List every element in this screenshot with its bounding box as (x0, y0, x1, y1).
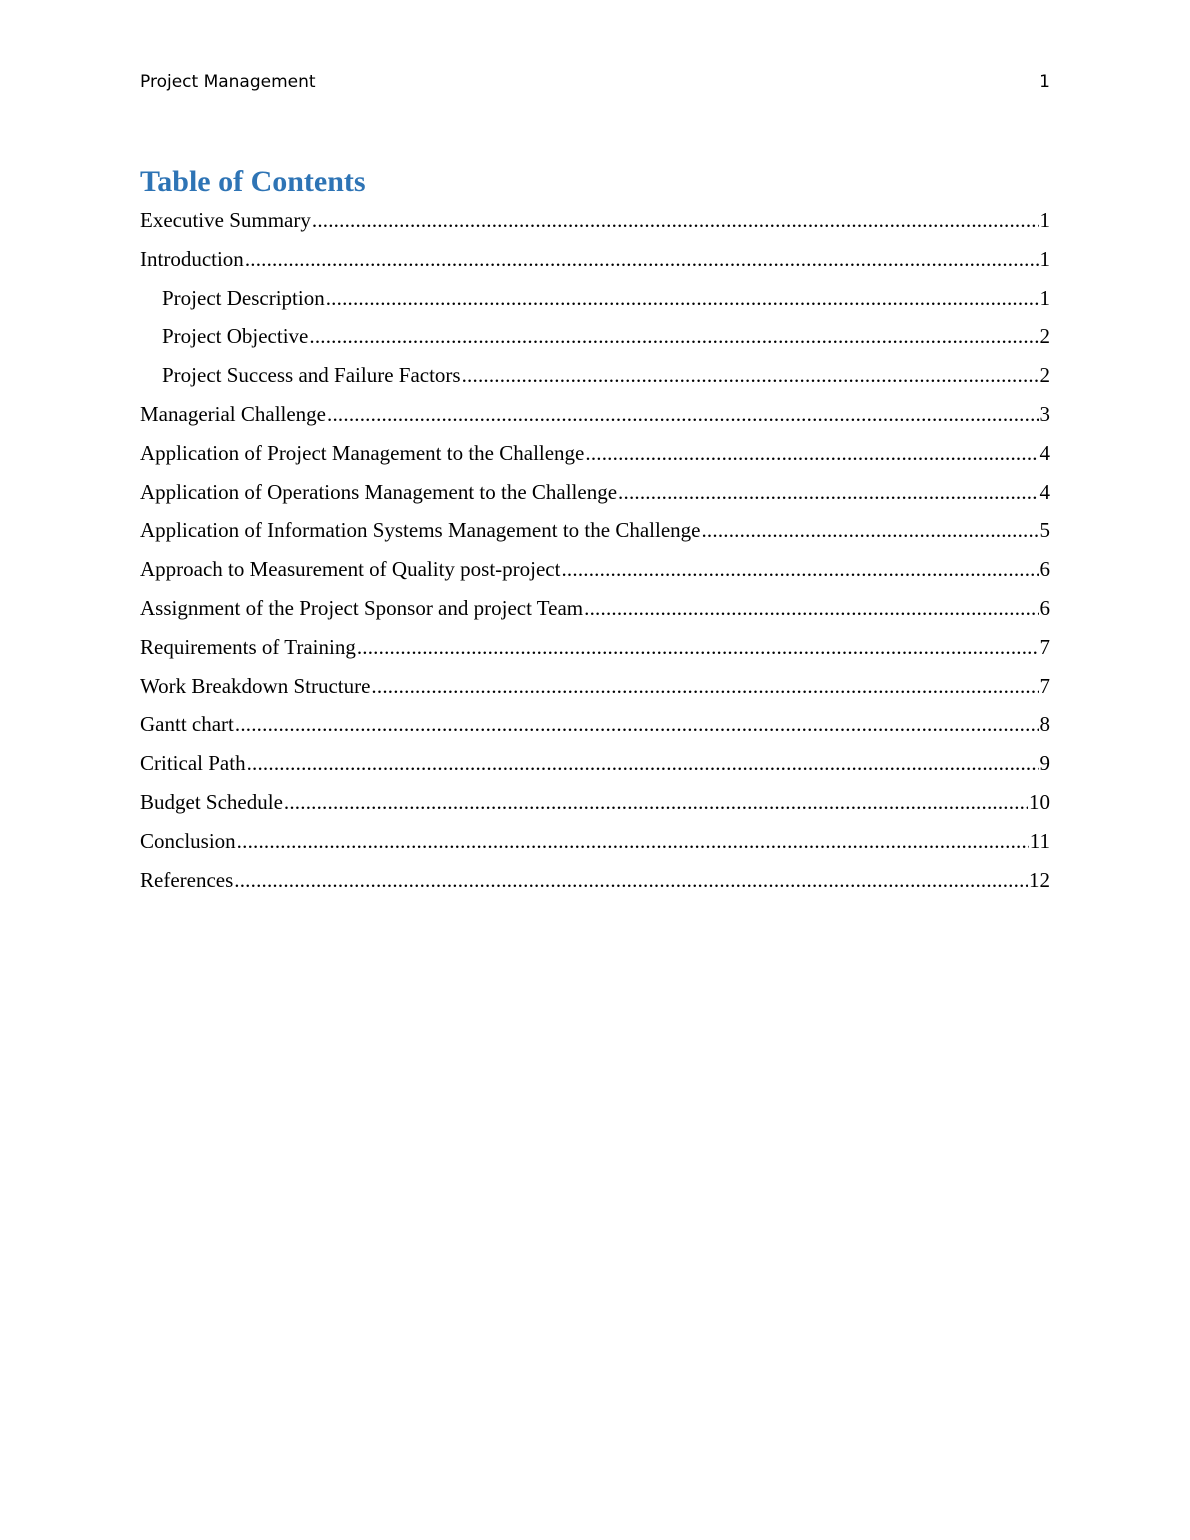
toc-entry-page-number: 3 (1039, 401, 1050, 426)
toc-entry-page-number: 7 (1039, 634, 1050, 659)
toc-dot-leader (371, 667, 1038, 706)
table-of-contents (140, 163, 1050, 899)
toc-dot-leader (357, 628, 1039, 667)
toc-entry[interactable] (140, 783, 1050, 822)
toc-list (140, 201, 1050, 899)
toc-entry[interactable] (140, 201, 1050, 240)
toc-dot-leader (701, 511, 1038, 550)
toc-entry-page-number: 6 (1039, 557, 1050, 582)
toc-entry-page-number: 6 (1039, 595, 1050, 620)
toc-entry-label: Application of Project Management to the Challenge (140, 440, 585, 465)
toc-dot-leader (327, 395, 1038, 434)
toc-entry-label: Assignment of the Project Sponsor and project Team (140, 595, 584, 620)
toc-entry-label: Project Success and Failure Factors (162, 363, 461, 388)
toc-entry-page-number: 8 (1039, 712, 1050, 737)
toc-dot-leader (309, 317, 1038, 356)
toc-entry-label: Project Objective (162, 324, 309, 349)
toc-entry-label: Work Breakdown Structure (140, 673, 371, 698)
toc-dot-leader (462, 356, 1039, 395)
toc-entry[interactable] (140, 822, 1050, 861)
toc-entry-label: Requirements of Training (140, 634, 356, 659)
toc-entry-page-number: 1 (1039, 208, 1050, 232)
toc-entry-page-number: 11 (1029, 828, 1050, 853)
toc-entry-page-number: 9 (1039, 751, 1050, 776)
toc-entry[interactable] (140, 473, 1050, 512)
toc-entry-page-number: 4 (1039, 440, 1050, 465)
toc-entry[interactable] (140, 240, 1050, 279)
toc-entry-label: Gantt chart (140, 712, 234, 737)
toc-dot-leader (618, 473, 1038, 512)
toc-entry-page-number: 2 (1039, 324, 1050, 349)
toc-entry-page-number: 5 (1039, 518, 1050, 543)
toc-dot-leader (237, 822, 1029, 861)
toc-entry-label: Executive Summary (140, 208, 311, 232)
toc-entry[interactable] (140, 279, 1050, 318)
toc-entry[interactable] (140, 861, 1050, 900)
toc-entry-label: Managerial Challenge (140, 401, 327, 426)
toc-entry[interactable] (140, 395, 1050, 434)
toc-entry[interactable] (140, 705, 1050, 744)
toc-entry-page-number: 1 (1039, 285, 1050, 310)
toc-dot-leader (245, 240, 1039, 279)
page-header (140, 72, 1050, 96)
toc-entry-label: Critical Path (140, 751, 246, 776)
toc-entry[interactable] (140, 744, 1050, 783)
toc-entry[interactable] (140, 628, 1050, 667)
toc-entry-page-number: 4 (1039, 479, 1050, 504)
toc-entry[interactable] (140, 589, 1050, 628)
toc-entry-label: Application of Operations Management to the Challenge (140, 479, 618, 504)
toc-entry[interactable] (140, 667, 1050, 706)
toc-entry-page-number: 2 (1039, 363, 1050, 388)
header-page-number: 1 (1039, 72, 1050, 92)
toc-entry[interactable] (140, 434, 1050, 473)
toc-entry-label: Introduction (140, 246, 244, 271)
toc-entry-page-number: 10 (1029, 789, 1050, 814)
toc-entry[interactable] (140, 550, 1050, 589)
toc-entry-label: Conclusion (140, 828, 236, 853)
toc-dot-leader (235, 705, 1039, 744)
toc-dot-leader (584, 589, 1038, 628)
toc-entry-label: References (140, 867, 234, 892)
toc-entry[interactable] (140, 511, 1050, 550)
toc-dot-leader (326, 279, 1039, 318)
toc-entry-label: Project Description (162, 285, 325, 310)
toc-dot-leader (247, 744, 1039, 783)
toc-dot-leader (561, 550, 1038, 589)
toc-entry-page-number: 12 (1029, 867, 1050, 892)
toc-dot-leader (284, 783, 1028, 822)
toc-entry-label: Approach to Measurement of Quality post-project (140, 557, 561, 582)
toc-heading: Table of Contents (140, 165, 366, 198)
toc-dot-leader (234, 861, 1028, 900)
toc-dot-leader (312, 201, 1039, 240)
toc-entry-label: Application of Information Systems Management to the Challenge (140, 518, 701, 543)
toc-entry[interactable] (140, 356, 1050, 395)
toc-dot-leader (585, 434, 1038, 473)
header-title: Project Management (140, 72, 316, 92)
toc-entry[interactable] (140, 317, 1050, 356)
toc-entry-label: Budget Schedule (140, 789, 283, 814)
toc-entry-page-number: 1 (1039, 246, 1050, 271)
toc-entry-page-number: 7 (1039, 673, 1050, 698)
